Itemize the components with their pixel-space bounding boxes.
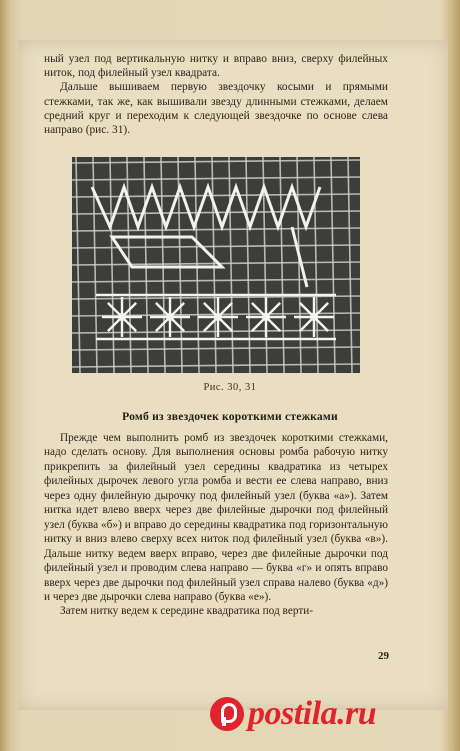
embroidery-illustration [72, 157, 360, 373]
embroidery-photo [72, 157, 360, 373]
watermark[interactable] [210, 686, 376, 742]
paragraph: Затем нитку ведем к середине квадратика под верти- [60, 605, 314, 618]
paragraph: Прежде чем выполнить ромб из звездочек короткими стежками, надо сделать основу. Для выполнения основы ромба рабочую нитку прикрепить за филейный узел середины квадратика из четырех филейных дырочек левого угла ромба и вести ее слева направо, вниз через одну филейную дырочку под филейный узел (буква «а»). Затем нитка идет влево вверх через две филейные дырочки под филейный узел (буква «б») и вправо до середины квадратика под горизонтальную нитку и вниз влево сверху всех ниток под филейный узел (буква «в»). Дальше нитку ведем вверх вправо, через две филейные дырочки под филейный узел и проводим слева направо — буква «г» и опять вправо вверх через две дырочки под филейный узел справа налево (буква «д») и через две дырочки слева направо (буква «е»). [44, 432, 388, 603]
paragraph: ный узел под вертикальную нитку и вправо вниз, сверху филейных ниток, под филейный узел квадрата. [44, 53, 388, 80]
figure-caption: Рис. 30, 31 [203, 382, 257, 393]
section-title: Ромб из звездочек короткими стежками [122, 410, 338, 423]
paragraph: Дальше вышиваем первую звездочку косыми и прямыми стежками, так же, как вышивали звезду длинными стежками, делаем средний круг и переходим к следующей звездочке по основе слева направо (рис. 31). [44, 81, 388, 137]
postila-pin-icon [210, 697, 244, 731]
body-text [44, 431, 388, 619]
page-number: 29 [378, 650, 389, 662]
watermark-text: postila.ru [248, 695, 377, 732]
top-text [44, 52, 388, 137]
